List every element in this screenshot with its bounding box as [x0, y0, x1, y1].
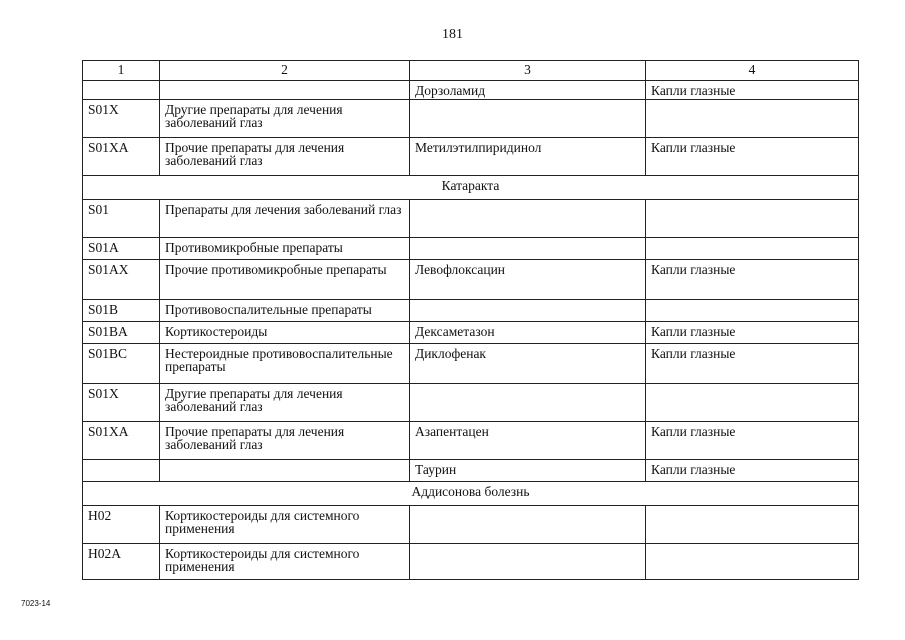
group-name-cell: Противовоспалительные препараты: [160, 300, 410, 322]
atc-code-cell: [83, 460, 160, 482]
table-row: [83, 422, 859, 460]
atc-code-cell: S01BA: [83, 322, 160, 344]
group-name-cell: Кортикостероиды: [160, 322, 410, 344]
atc-code-cell: S01AX: [83, 260, 160, 300]
column-header-3: 3: [410, 61, 646, 81]
group-name-cell: Кортикостероиды для системного применения: [160, 544, 410, 580]
table-body: [83, 81, 859, 580]
atc-code-cell: S01X: [83, 384, 160, 422]
atc-code-cell: S01BC: [83, 344, 160, 384]
drug-name-cell: [410, 506, 646, 544]
table-row: [83, 138, 859, 176]
table-row: [83, 238, 859, 260]
atc-code-cell: S01XA: [83, 138, 160, 176]
dosage-form-cell: Капли глазные: [646, 81, 859, 100]
table-row: [83, 384, 859, 422]
group-name-cell: Другие препараты для лечения заболеваний глаз: [160, 384, 410, 422]
table-row: [83, 344, 859, 384]
dosage-form-cell: [646, 200, 859, 238]
drug-name-cell: Таурин: [410, 460, 646, 482]
group-name-cell: Кортикостероиды для системного применения: [160, 506, 410, 544]
dosage-form-cell: [646, 100, 859, 138]
dosage-form-cell: [646, 544, 859, 580]
dosage-form-cell: Капли глазные: [646, 344, 859, 384]
atc-code-cell: S01B: [83, 300, 160, 322]
drug-name-cell: [410, 384, 646, 422]
drug-name-cell: Диклофенак: [410, 344, 646, 384]
section-row: [83, 482, 859, 506]
section-title: Аддисонова болезнь: [83, 482, 859, 506]
group-name-cell: Препараты для лечения заболеваний глаз: [160, 200, 410, 238]
page-number: 181: [442, 27, 463, 42]
drug-name-cell: [410, 544, 646, 580]
drug-table: [82, 60, 859, 580]
header-row: [83, 61, 859, 81]
dosage-form-cell: Капли глазные: [646, 138, 859, 176]
column-header-4: 4: [646, 61, 859, 81]
drug-name-cell: [410, 100, 646, 138]
drug-name-cell: [410, 300, 646, 322]
column-header-2: 2: [160, 61, 410, 81]
column-header-1: 1: [83, 61, 160, 81]
group-name-cell: [160, 81, 410, 100]
atc-code-cell: S01XA: [83, 422, 160, 460]
table-row: [83, 322, 859, 344]
drug-name-cell: [410, 200, 646, 238]
table-row: [83, 81, 859, 100]
section-row: [83, 176, 859, 200]
group-name-cell: Нестероидные противовоспалительные препараты: [160, 344, 410, 384]
drug-name-cell: Левофлоксацин: [410, 260, 646, 300]
group-name-cell: Прочие препараты для лечения заболеваний глаз: [160, 422, 410, 460]
section-title: Катаракта: [83, 176, 859, 200]
drug-name-cell: Азапентацен: [410, 422, 646, 460]
table-row: [83, 260, 859, 300]
table-row: [83, 200, 859, 238]
atc-code-cell: H02: [83, 506, 160, 544]
dosage-form-cell: [646, 506, 859, 544]
group-name-cell: Прочие противомикробные препараты: [160, 260, 410, 300]
atc-code-cell: S01A: [83, 238, 160, 260]
dosage-form-cell: Капли глазные: [646, 322, 859, 344]
dosage-form-cell: Капли глазные: [646, 260, 859, 300]
table-row: [83, 300, 859, 322]
dosage-form-cell: [646, 384, 859, 422]
drug-name-cell: Дорзоламид: [410, 81, 646, 100]
group-name-cell: Другие препараты для лечения заболеваний глаз: [160, 100, 410, 138]
atc-code-cell: [83, 81, 160, 100]
group-name-cell: Противомикробные препараты: [160, 238, 410, 260]
atc-code-cell: S01: [83, 200, 160, 238]
table-row: [83, 460, 859, 482]
atc-code-cell: S01X: [83, 100, 160, 138]
dosage-form-cell: Капли глазные: [646, 422, 859, 460]
drug-name-cell: Метилэтилпиридинол: [410, 138, 646, 176]
dosage-form-cell: [646, 300, 859, 322]
drug-name-cell: Дексаметазон: [410, 322, 646, 344]
document-code: 7023-14: [21, 599, 51, 608]
atc-code-cell: H02A: [83, 544, 160, 580]
group-name-cell: Прочие препараты для лечения заболеваний глаз: [160, 138, 410, 176]
table-row: [83, 544, 859, 580]
drug-name-cell: [410, 238, 646, 260]
table-row: [83, 506, 859, 544]
table-row: [83, 100, 859, 138]
dosage-form-cell: Капли глазные: [646, 460, 859, 482]
dosage-form-cell: [646, 238, 859, 260]
group-name-cell: [160, 460, 410, 482]
